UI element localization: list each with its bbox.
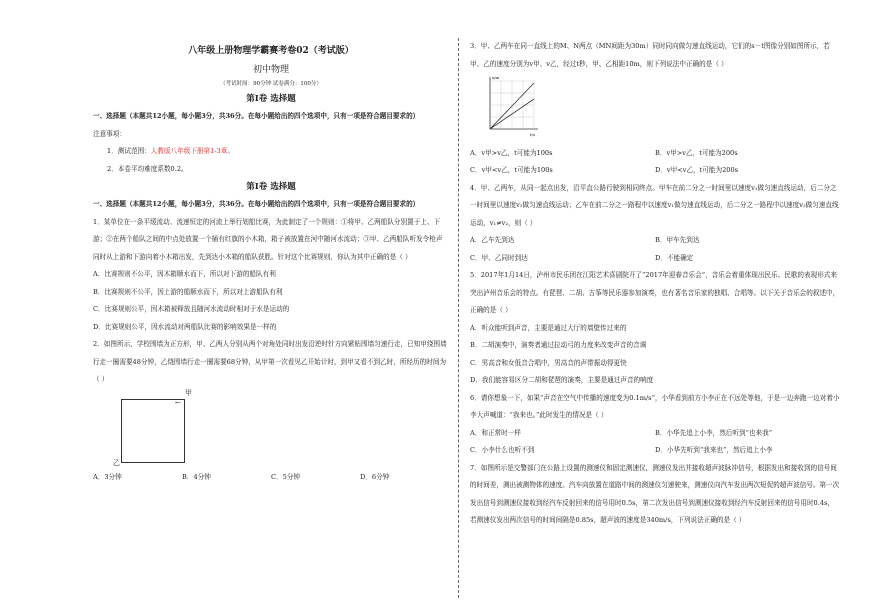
q6-options-row-1 — [470, 425, 840, 443]
square-wall-figure — [113, 389, 203, 469]
left-column — [93, 38, 449, 486]
section-heading: 第Ⅰ卷 选择题 — [246, 94, 296, 104]
question-2: 2．如图所示，学校围墙为正方形，甲、乙两人分别从两个对角处同时出发沿逆时针方向紧贴围墙匀速行走，已知甲绕围墙行走一圈需要48分钟，乙绕围墙行走一圈需要68分钟，从甲第一次看见乙开始计时，到甲又看不到乙时，所经历的时间为（ ） — [93, 340, 447, 383]
q3-option-c: C．v甲<v乙，t可能为100s — [470, 166, 553, 174]
q2-option-a: A．3分钟 — [93, 472, 122, 481]
q6-option-d: D．小华先听到“我来也”，然后追上小李 — [655, 446, 773, 454]
q1-option-b: B．比赛规则不公平，因上游的船顺水而下，所以对上游船队有利 — [93, 287, 283, 296]
q1-option-c: C．比赛规则公平，因木箱被释放且随河水流动时相对于水是运动的 — [93, 305, 290, 313]
note-1-scope: 人教版八年级下册第1-3章 — [150, 147, 228, 155]
q4-option-a: A．乙车先到达 — [470, 236, 515, 244]
question-4: 4．甲、乙两车，从同一起点出发，沿平直公路行驶到相同终点。甲车在前二分之一时间里以速度v₁做匀速直线运动，后二分之一时间里以速度v₂做匀速直线运动；乙车在前二分之一路程中以速度v₁做匀速直线运动，后二分之一路程中以速度v₂做匀速直线运动，v₁≠v₂，则（ ） — [470, 183, 839, 227]
question-5: 5．2017年1月14日，泸州市民乐团在江阳艺术喜剧院开了“2017年迎春音乐会”，音乐会着重体现出民乐、民歌的表现形式来突出泸州音乐会的特点。有琵琶、二胡、古筝等民乐器参加演奏，也有著名音乐家的独唱、合唱等。以下关于音乐会的叙述中，正确的是（ ） — [470, 271, 840, 314]
q4-options-row-1 — [470, 232, 840, 250]
q6-option-b: B．小华先追上小李，然后听到“也来我” — [655, 428, 773, 437]
question-7: 7．如图所示是交警部门在公路上设置的测速仪和固定测速仪，测速仪发出并接收超声波脉冲信号，根据发出和接收到的信号间的时间差，测出被测物体的速度。汽车向放置在道路中间的测速仪匀速驶来，测速仪向汽车发出两次短促的超声波信号。第一次发出信号到测速仪接收到经汽车反射回来的信号用时0.5s，第二次发出信号到测速仪接收到经汽车反射回来的信号用时0.4s，若测速仪发出两次信号的时间间隔是0.85s，超声波的速度是340m/s，下列说法正确的是（ ） — [470, 463, 840, 524]
exam-title: 八年级上册物理学霸赛考卷02（考试版） — [188, 46, 354, 56]
column-divider — [458, 38, 459, 598]
note-1: 1．测试范围：人教版八年级下册第1-3章。 — [107, 147, 234, 155]
question-1: 1．某单位在一条平缓流动、流速恒定的河流上举行划船比赛，为此制定了一个规则：①将甲、乙两船队分别置于上、下游；②在两个船队之间的中点处放置一个插有红旗的小木箱，箱子被放置在河中随河水流动；③甲、乙两船队听发令枪声同时从上游和下游向着小木箱出发，先到达小木箱的船队获胜。针对这个比赛规则，你认为其中正确的是（ ） — [93, 217, 443, 261]
notes-heading: 注意事项： — [93, 129, 126, 138]
label-yi: 乙 — [113, 458, 120, 467]
q5-option-d: D．我们能容易区分二胡和琵琶的演奏，主要是通过声音的响度 — [470, 376, 654, 384]
q2-option-d: D．6分钟 — [360, 472, 390, 481]
question-6: 6．请你想象一下，如果“声音在空气中传播的速度变为0.1m/s”，小华看到前方小李正在不远处等他，于是一边奔跑一边对着小李大声喊道：“我来也。”此时发生的情况是（ ） — [470, 393, 840, 419]
exam-info: （考试时间：90分钟 试卷满分：100分） — [220, 81, 322, 87]
q5-option-b: B．二胡演奏中，演奏者通过拉动弓的力度来改变声音的音调 — [470, 341, 647, 349]
q4-option-b: B．甲车先到达 — [655, 236, 700, 244]
q3-options-row-1 — [470, 145, 840, 163]
q1-option-d: D．比赛规则公平，因水流动对两船队比赛的影响效果是一样的 — [93, 322, 277, 331]
q1-option-a: A．比赛规则不公平，因木箱顺水而下，所以对下游的船队有利 — [93, 270, 276, 278]
q2-option-b: B．4分钟 — [182, 472, 211, 481]
q3-option-d: D．v甲<v乙，t可能为200s — [655, 166, 739, 174]
note-2: 2．本卷平均难度系数0.2。 — [107, 164, 188, 173]
exam-subtitle: 初中物理 — [252, 65, 289, 75]
q6-options-row-2 — [470, 442, 840, 460]
q4-option-d: D．不能确定 — [655, 253, 694, 262]
q3-options-row-2 — [470, 162, 840, 180]
q3-option-b: B．v甲>v乙，t可能为200s — [655, 148, 738, 157]
q2-options — [93, 469, 449, 487]
q4-options-row-2 — [470, 250, 840, 268]
q5-option-a: A．听众能听到声音，主要是通过大厅的墙壁传过来的 — [470, 323, 627, 332]
section-instructions: 一、选择题（本题共12小题，每小题3分，共36分。在每小题给出的四个选项中，只有一项是符合题目要求的） — [93, 112, 420, 120]
q3-option-a: A．v甲>v乙，t可能为100s — [470, 148, 553, 157]
graph-ylabel: s/m — [492, 75, 500, 80]
section-heading-2: 第Ⅰ卷 选择题 — [246, 182, 296, 192]
q6-option-c: C．小李什么也听不到 — [470, 446, 535, 454]
right-column — [470, 38, 840, 530]
section-instructions-2: 一、选择题（本题共12小题，每小题3分，共36分。在每小题给出的四个选项中，只有一项是符合题目要求的） — [93, 200, 420, 208]
q6-option-a: A．和正常时一样 — [470, 428, 521, 437]
label-jia: 甲 — [185, 388, 192, 397]
arrow-left-icon: ← — [175, 398, 181, 407]
q2-option-c: C．5分钟 — [271, 472, 301, 481]
graph-xlabel: t/s — [530, 132, 536, 137]
question-3: 3．甲、乙两车在同一直线上的M、N两点（MN间距为30m）同时同向做匀速直线运动，它们的s－t图像分别如图所示，若甲、乙的速度分别为v甲、v乙，经过t秒，甲、乙相距10m，则下列说法中正确的是（ ） — [470, 42, 830, 68]
q4-option-c: C．甲、乙同时到达 — [470, 253, 528, 262]
q5-option-c: C．男高音和女低音合唱中，男高音的声带振动得更快 — [470, 358, 627, 367]
s-t-graph — [480, 73, 542, 137]
